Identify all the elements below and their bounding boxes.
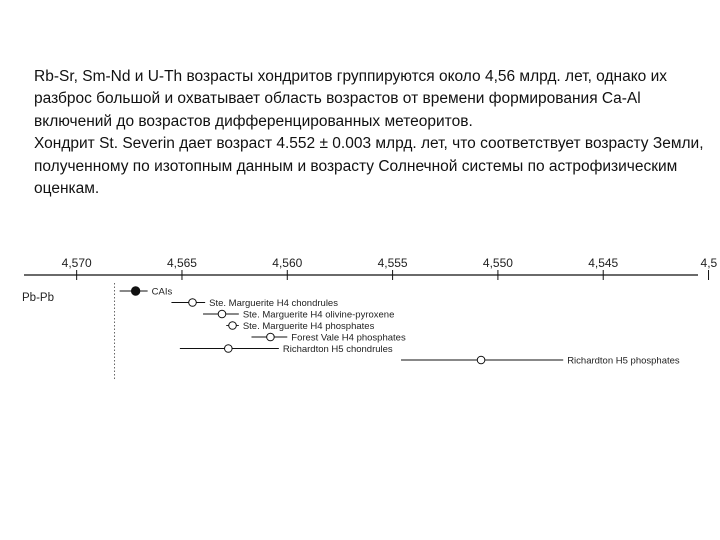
slide-body-text: [34, 66, 704, 200]
x-tick-label: 4,560: [272, 256, 303, 270]
series-label: Ste. Marguerite H4 chondrules: [209, 298, 338, 309]
x-tick-label: 4,570: [61, 256, 92, 270]
x-tick-label: 4,565: [166, 256, 197, 270]
series-label: Ste. Marguerite H4 phosphates: [242, 321, 375, 332]
paragraph-st-severin: Хондрит St. Severin дает возраст 4.552 ± 0.003 млрд. лет, что соответствует возрасту Земли, полученному по изотопным данным и возрасту Солнечной системы по астрофизическим оценкам.: [34, 135, 704, 198]
data-point: [218, 310, 226, 318]
data-point: [477, 356, 485, 364]
series-label: Ste. Marguerite H4 olivine-pyroxene: [242, 309, 395, 321]
x-tick-label: 4,5: [700, 256, 718, 270]
x-tick-label: 4,550: [482, 256, 513, 270]
series-label: CAIs: [151, 286, 173, 298]
method-label: Pb-Pb: [22, 292, 54, 304]
data-point: [131, 287, 139, 295]
x-tick-label: 4,545: [588, 256, 619, 270]
series-label: Richardton H5 phosphates: [567, 355, 680, 367]
series-label: Forest Vale H4 phosphates: [291, 332, 406, 344]
x-tick-label: 4,555: [377, 256, 408, 270]
data-point: [189, 299, 197, 307]
data-point: [225, 345, 233, 353]
data-point: [267, 333, 275, 341]
series-label: Richardton H5 chondrules: [282, 344, 393, 355]
paragraph-chondrite-ages: Rb-Sr, Sm-Nd и U-Th возрасты хондритов группируются около 4,56 млрд. лет, однако их разброс большой и охватывает область возрастов от времени формирования Ca-Al включений до возрастов дифференцированных метеоритов.: [34, 68, 667, 130]
data-point: [229, 322, 237, 330]
pb-pb-age-chart: [0, 245, 720, 385]
